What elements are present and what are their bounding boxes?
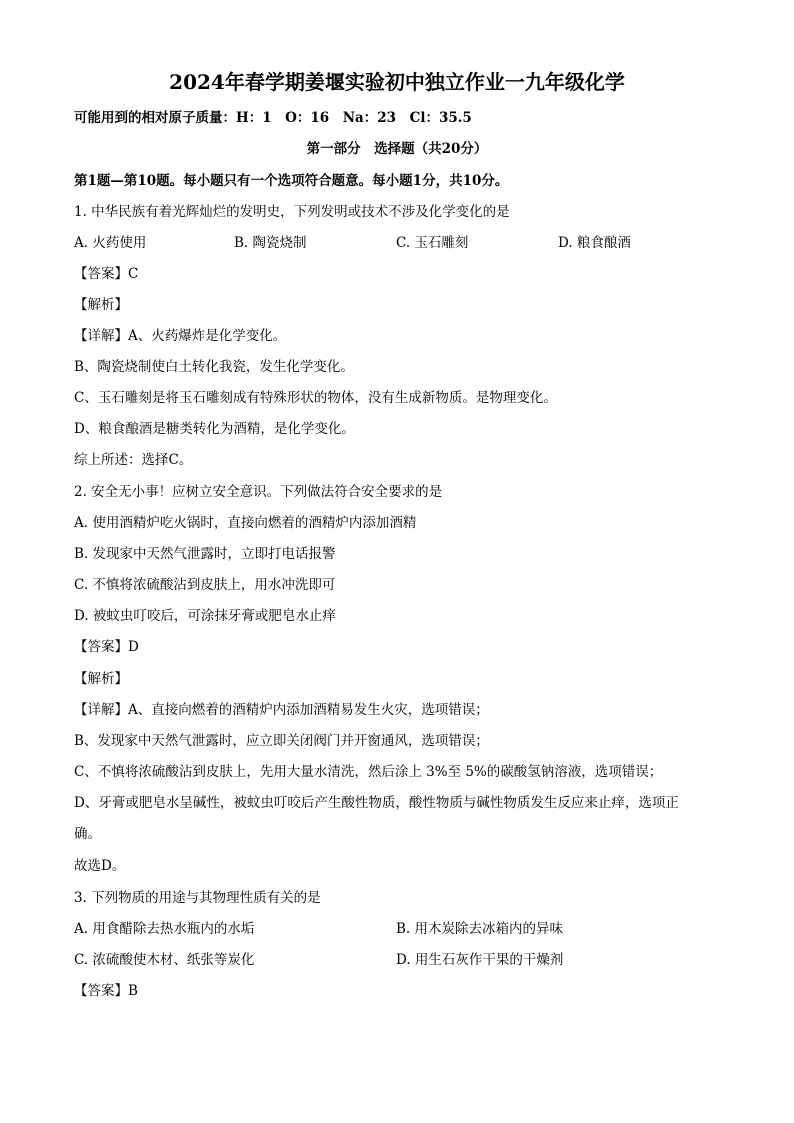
question-1-option-a: A. 火药使用 (74, 235, 147, 251)
question-2-detail-line: D、牙膏或肥皂水呈碱性，被蚊虫叮咬后产生酸性物质，酸性物质与碱性物质发生反应来止痒，选项正确。 (74, 795, 679, 842)
question-1-option-b: B. 陶瓷烧制 (234, 235, 307, 251)
question-3-option-a: A. 用食醋除去热水瓶内的水垢 (74, 921, 255, 937)
question-2-option-a: A. 使用酒精炉吃火锅时，直接向燃着的酒精炉内添加酒精 (74, 515, 417, 531)
question-2-conclusion: 故选D。 (74, 858, 126, 874)
question-3-option-b: B. 用木炭除去冰箱内的异味 (396, 921, 564, 937)
question-1-detail-line: 【详解】A、火药爆炸是化学变化。 (74, 328, 287, 344)
question-2-option-d: D. 被蚊虫叮咬后，可涂抹牙膏或肥皂水止痒 (74, 608, 336, 624)
question-2-detail-line: B、发现家中天然气泄露时，应立即关闭阀门并开窗通风，选项错误； (74, 733, 489, 749)
question-3-answer: 【答案】B (74, 983, 138, 999)
question-2-answer: 【答案】D (74, 639, 139, 655)
part-heading: 第一部分 选择题（共20分） (306, 141, 488, 157)
question-1-analysis-label: 【解析】 (74, 297, 128, 313)
question-3-option-c: C. 浓硫酸使木材、纸张等炭化 (74, 952, 255, 968)
question-1-answer: 【答案】C (74, 266, 139, 282)
question-1-detail-line: C、玉石雕刻是将玉石雕刻成有特殊形状的物体，没有生成新物质。是物理变化。 (74, 390, 557, 406)
question-1-conclusion: 综上所述：选择C。 (74, 452, 193, 468)
question-2-detail-line: C、不慎将浓硫酸沾到皮肤上，先用大量水清洗，然后涂上 3%至 5%的碳酸氢钠溶液，选项错误； (74, 764, 663, 780)
atomic-masses-line: 可能用到的相对原子质量：H：1 O：16 Na：23 Cl：35.5 (74, 110, 472, 126)
question-1-option-c: C. 玉石雕刻 (396, 235, 469, 251)
question-1-option-d: D. 粮食酿酒 (558, 235, 631, 251)
instructions-line: 第1题—第10题。每小题只有一个选项符合题意。每小题1分，共10分。 (74, 173, 509, 189)
question-2-detail-line: 【详解】A、直接向燃着的酒精炉内添加酒精易发生火灾，选项错误； (74, 702, 489, 718)
question-3-option-d: D. 用生石灰作干果的干燥剂 (396, 952, 564, 968)
question-3-stem: 3. 下列物质的用途与其物理性质有关的是 (74, 890, 321, 906)
question-1-stem: 1. 中华民族有着光辉灿烂的发明史，下列发明或技术不涉及化学变化的是 (74, 204, 510, 220)
question-2-option-b: B. 发现家中天然气泄露时，立即打电话报警 (74, 546, 336, 562)
question-1-detail-line: D、粮食酿酒是糖类转化为酒精，是化学变化。 (74, 421, 355, 437)
question-1-detail-line: B、陶瓷烧制使白土转化我瓷，发生化学变化。 (74, 359, 354, 375)
page-title: 2024年春学期姜堰实验初中独立作业一九年级化学 (169, 70, 625, 94)
question-2-analysis-label: 【解析】 (74, 671, 128, 687)
question-2-option-c: C. 不慎将浓硫酸沾到皮肤上，用水冲洗即可 (74, 577, 336, 593)
question-2-stem: 2. 安全无小事！应树立安全意识。下列做法符合安全要求的是 (74, 484, 443, 500)
